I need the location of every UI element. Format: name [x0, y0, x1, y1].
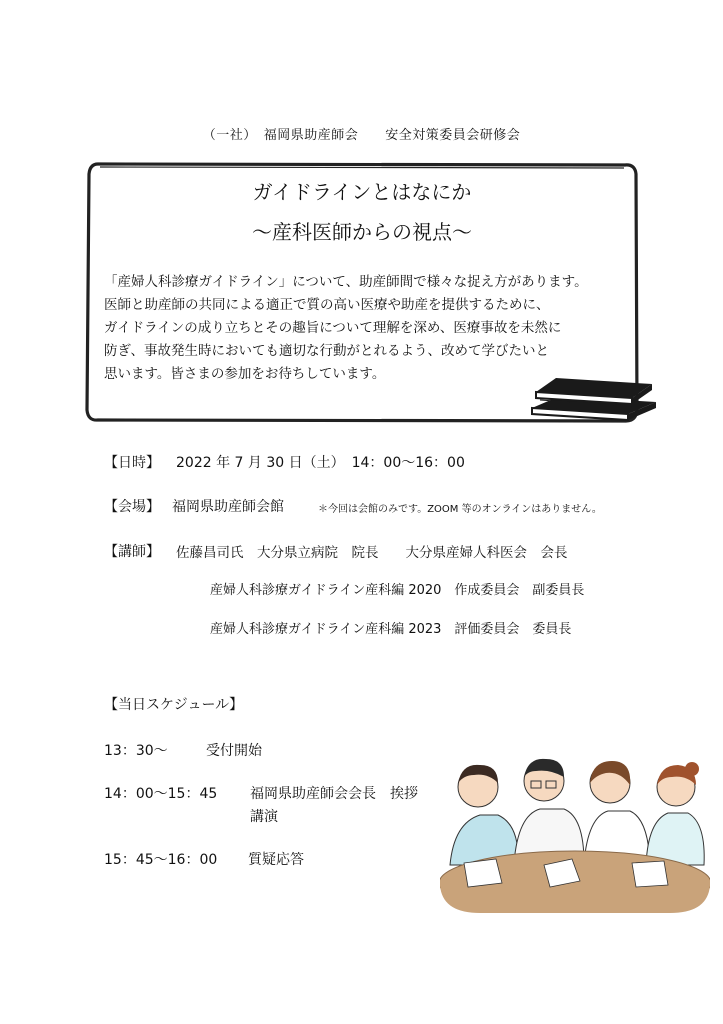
intro-line: 医師と助産師の共同による適正で質の高い医療や助産を提供するために、 [104, 297, 550, 313]
schedule-time: 13：30～ [104, 743, 168, 759]
lecturer-name: 佐藤昌司氏 大分県立病院 院長 大分県産婦人科医会 会長 [176, 545, 568, 561]
intro-line: ガイドラインの成り立ちとその趣旨について理解を深め、医療事故を未然に [104, 320, 562, 336]
intro-line: 「産婦人科診療ガイドライン」について、助産師間で様々な捉え方があります。 [104, 274, 588, 290]
intro-line: 思います。皆さまの参加をお待ちしています。 [104, 366, 386, 382]
main-title: ガイドラインとはなにか [252, 180, 472, 204]
schedule-desc: 講演 [250, 809, 278, 825]
venue-label: 【会場】 [104, 499, 160, 515]
lecturer-label: 【講師】 [104, 544, 160, 560]
date-value: 2022 年 7 月 30 日（土） 14：00～16：00 [176, 455, 465, 471]
schedule-desc: 福岡県助産師会会長 挨拶 [250, 786, 418, 802]
lecturer-role: 産婦人科診療ガイドライン産科編 2023 評価委員会 委員長 [210, 622, 572, 637]
books-illustration [528, 370, 660, 424]
main-subtitle: ～産科医師からの視点～ [252, 220, 472, 244]
schedule-desc: 受付開始 [206, 743, 262, 759]
schedule-time: 14：00～15：45 [104, 786, 218, 802]
schedule-time: 15：45～16：00 [104, 852, 218, 868]
schedule-heading: 【当日スケジュール】 [104, 697, 244, 713]
lecturer-role: 産婦人科診療ガイドライン産科編 2020 作成委員会 副委員長 [210, 583, 585, 598]
venue-note: ＊今回は会館のみです。ZOOM 等のオンラインはありません。 [318, 504, 602, 515]
date-label: 【日時】 [104, 455, 160, 471]
meeting-illustration [440, 745, 710, 913]
schedule-desc: 質疑応答 [248, 852, 304, 868]
intro-line: 防ぎ、事故発生時においても適切な行動がとれるよう、改めて学びたいと [104, 343, 549, 359]
organizer-line: （一社） 福岡県助産師会 安全対策委員会研修会 [202, 128, 521, 143]
venue-value: 福岡県助産師会館 [172, 499, 284, 515]
